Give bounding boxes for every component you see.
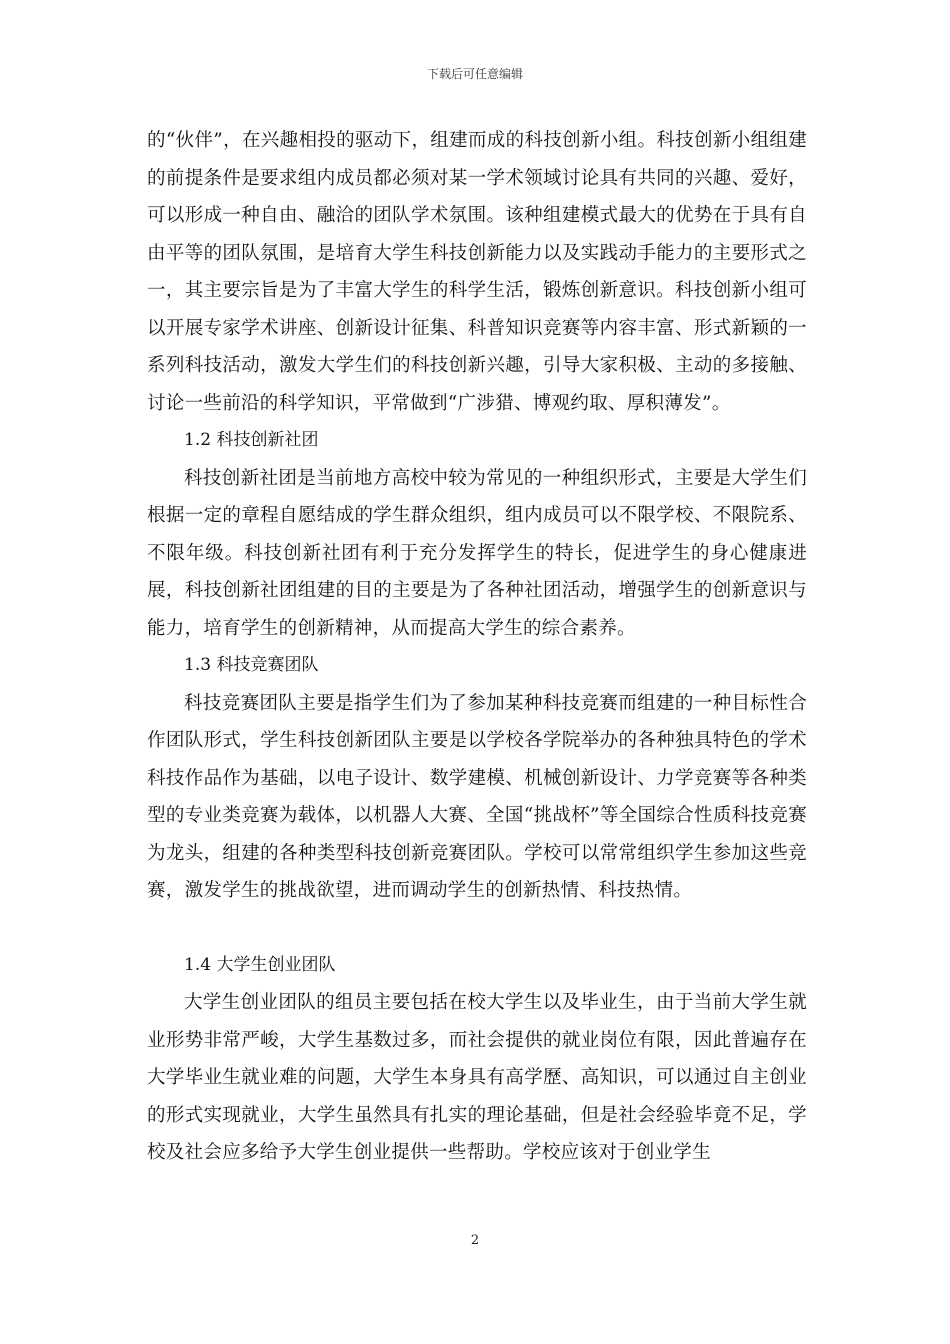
document-body: [147, 122, 807, 1172]
section-heading-1-2: 1.2 科技创新社团: [184, 430, 319, 450]
section-heading-1-3: 1.3 科技竞赛团队: [184, 655, 319, 675]
section-heading-1-4: 1.4 大学生创业团队: [184, 954, 336, 975]
page-number: 2: [470, 1233, 480, 1248]
section-body-1-2: 科技创新社团是当前地方高校中较为常见的一种组织形式，主要是大学生们根据一定的章程自愿结成的学生群众组织，组内成员可以不限学校、不限院系、不限年级。科技创新社团有利于充分发挥学生的特长，促进学生的身心健康进展，科技创新社团组建的目的主要是为了各种社团活动，增强学生的创新意识与能力，培育学生的创新精神，从而提高大学生的综合素养。: [147, 467, 807, 639]
section-body-1-3: 科技竞赛团队主要是指学生们为了参加某种科技竞赛而组建的一种目标性合作团队形式，学生科技创新团队主要是以学校各学院举办的各种独具特色的学术科技作品作为基础，以电子设计、数学建模、机械创新设计、力学竞赛等各种类型的专业类竞赛为载体，以机器人大赛、全国“挑战杯”等全国综合性质科技竞赛为龙头，组建的各种类型科技创新竞赛团队。学校可以常常组织学生参加这些竞赛，激发学生的挑战欲望，进而调动学生的创新热情、科技热情。: [147, 692, 807, 901]
page-header: 下载后可任意编辑: [426, 67, 523, 81]
paragraph-continued: 的“伙伴”，在兴趣相投的驱动下，组建而成的科技创新小组。科技创新小组组建的前提条件是要求组内成员都必须对某一学术领域讨论具有共同的兴趣、爱好，可以形成一种自由、融洽的团队学术氛围。该种组建模式最大的优势在于具有自由平等的团队氛围，是培育大学生科技创新能力以及实践动手能力的主要形式之一，其主要宗旨是为了丰富大学生的科学生活，锻炼创新意识。科技创新小组可以开展专家学术讲座、创新设计征集、科普知识竞赛等内容丰富、形式新颖的一系列科技活动，激发大学生们的科技创新兴趣，引导大家积极、主动的多接触、讨论一些前沿的科学知识，平常做到“广涉猎、博观约取、厚积薄发”。: [147, 130, 807, 414]
section-body-1-4: 大学生创业团队的组员主要包括在校大学生以及毕业生，由于当前大学生就业形势非常严峻，大学生基数过多，而社会提供的就业岗位有限，因此普遍存在大学毕业生就业难的问题，大学生本身具有高学歷、高知识，可以通过自主创业的形式实现就业，大学生虽然具有扎实的理论基础，但是社会经验毕竟不足，学校及社会应多给予大学生创业提供一些帮助。学校应该对于创业学生: [147, 992, 807, 1163]
